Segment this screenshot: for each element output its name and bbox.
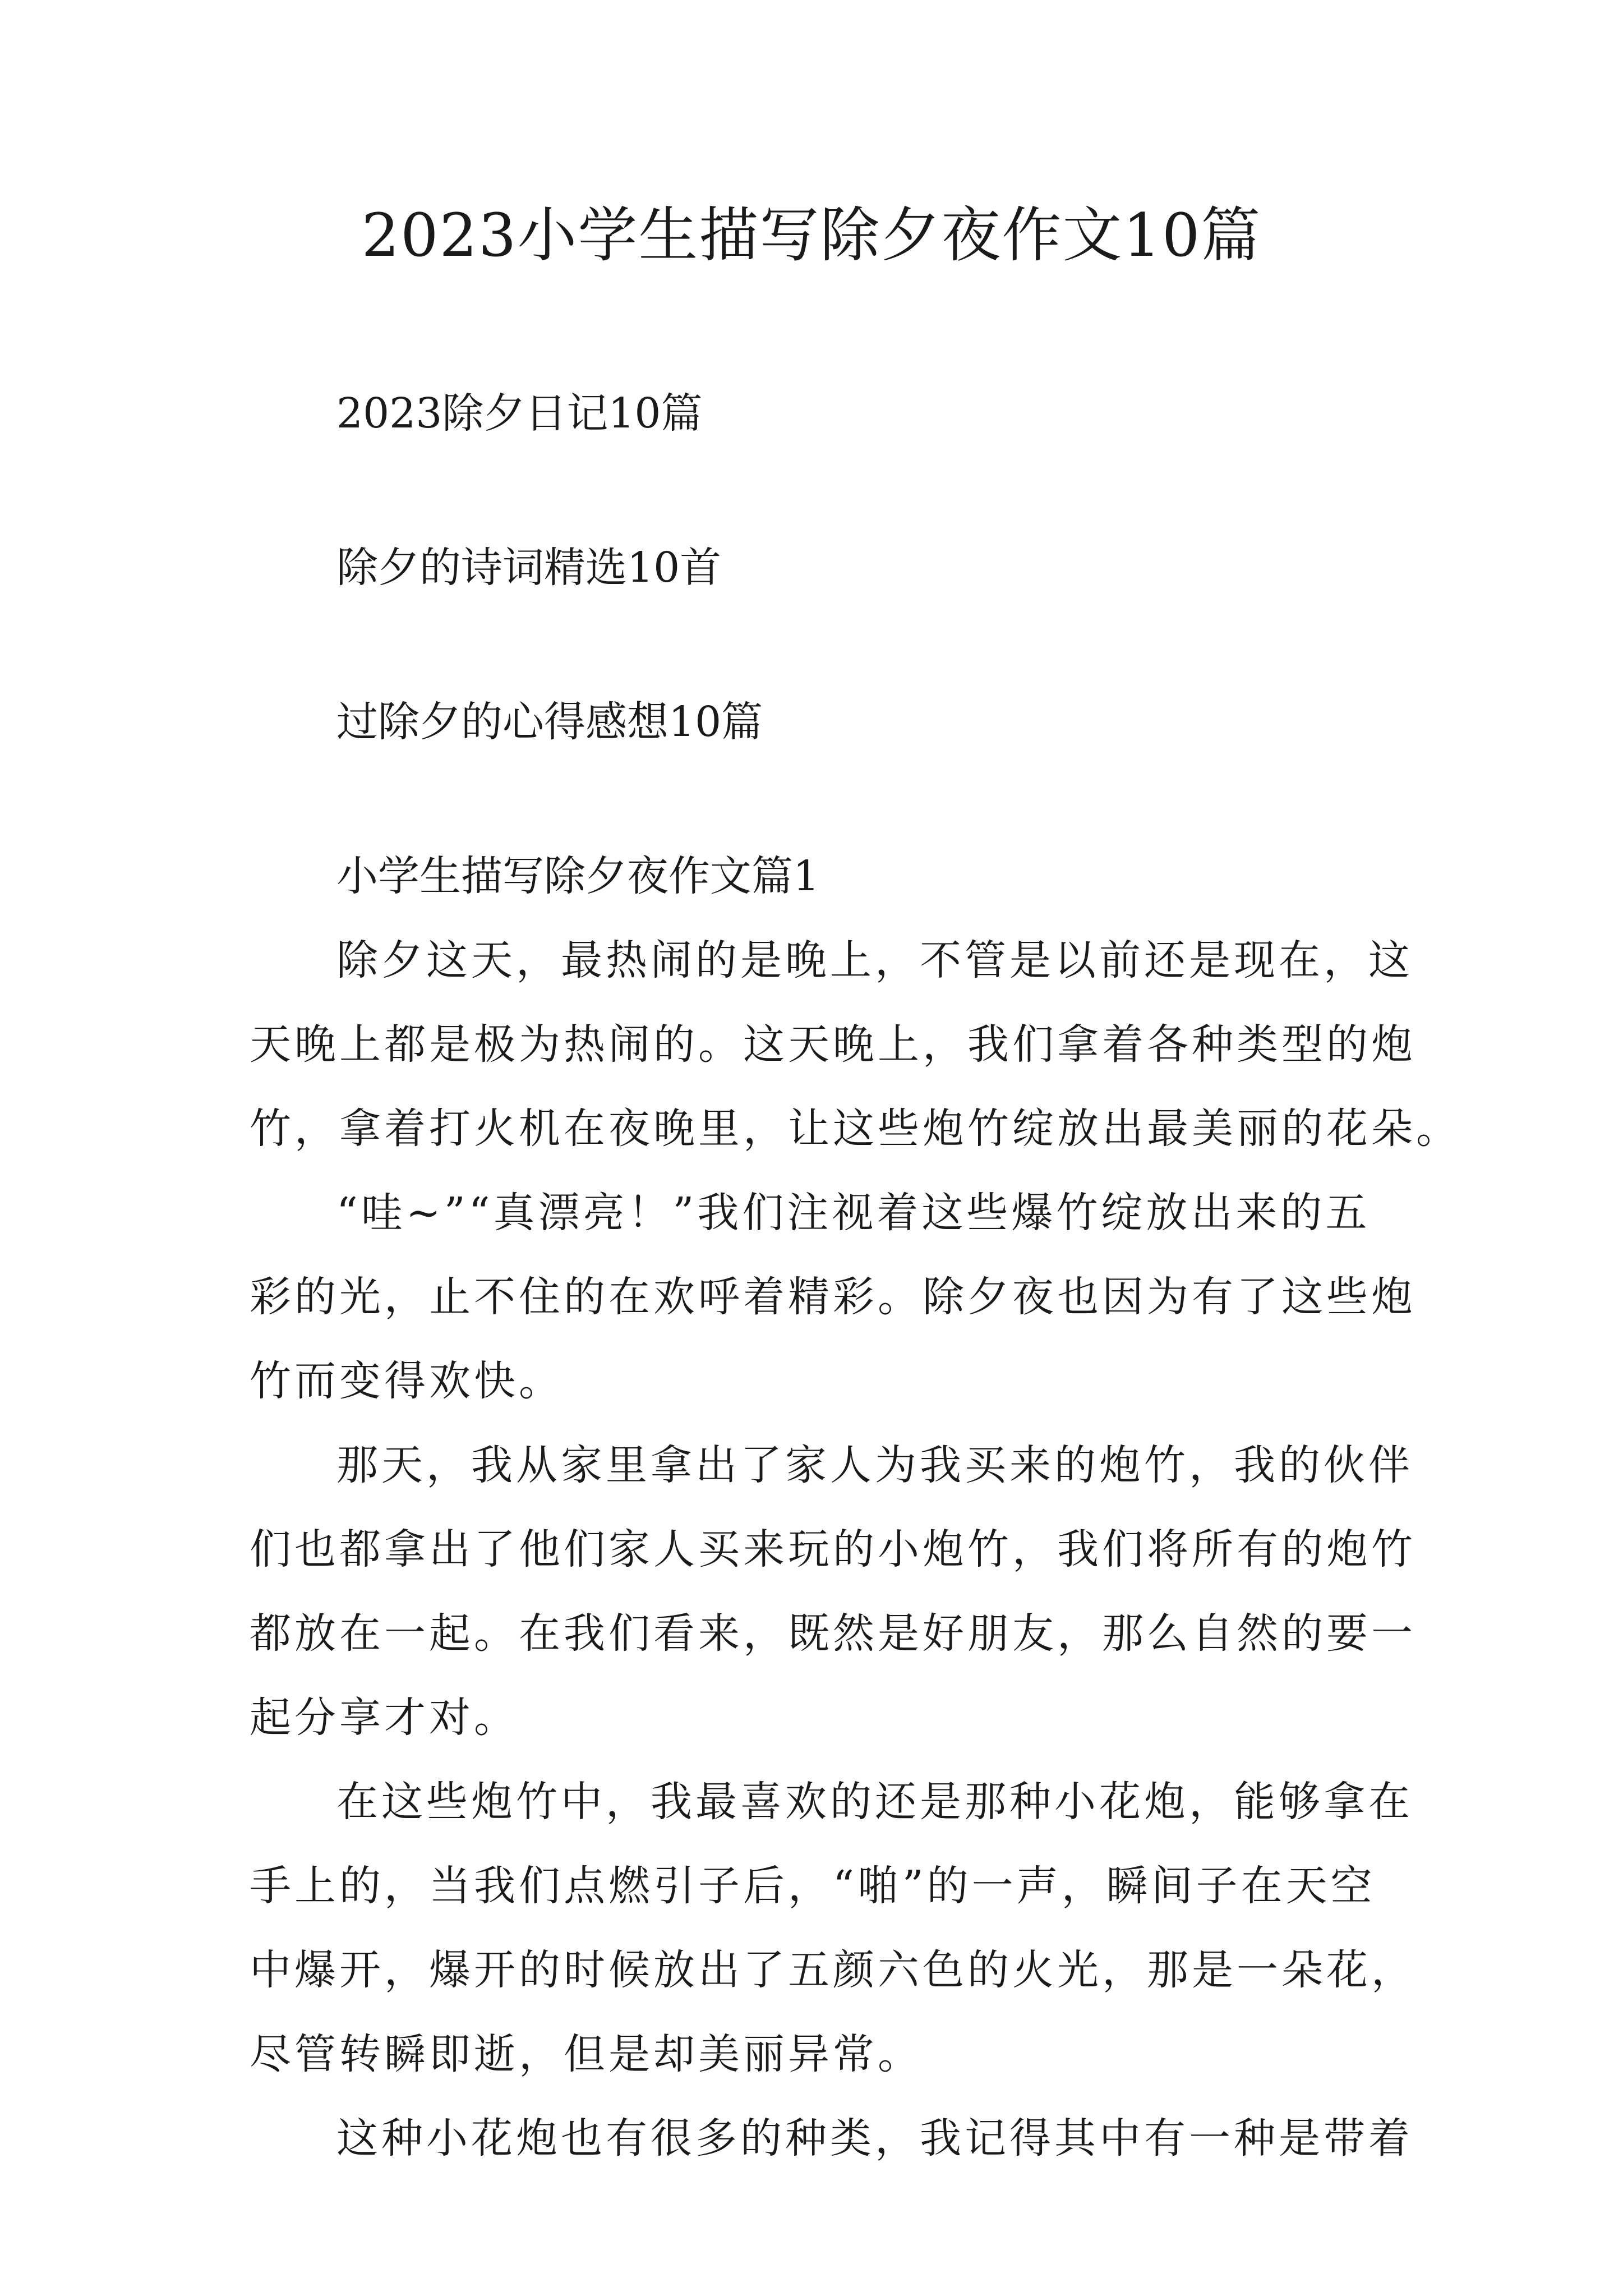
section-heading: 小学生描写除夕夜作文篇1 xyxy=(336,852,820,900)
related-link-diary[interactable]: 2023除夕日记10篇 xyxy=(336,389,703,438)
paragraph-line: 竹而变得欢快。 xyxy=(250,1357,564,1405)
document-title: 2023小学生描写除夕夜作文10篇 xyxy=(361,201,1262,270)
related-link-reflections[interactable]: 过除夕的心得感想10篇 xyxy=(336,698,763,746)
paragraph-line: “哇~”“真漂亮！”我们注视着这些爆竹绽放出来的五 xyxy=(336,1189,1371,1237)
related-link-poems[interactable]: 除夕的诗词精选10首 xyxy=(336,544,722,592)
paragraph-line: 在这些炮竹中，我最喜欢的还是那种小花炮，能够拿在 xyxy=(336,1778,1413,1826)
paragraph-line: 中爆开，爆开的时候放出了五颜六色的火光，那是一朵花， xyxy=(250,1946,1416,1994)
paragraph-line: 彩的光，止不住的在欢呼着精彩。除夕夜也因为有了这些炮 xyxy=(250,1273,1416,1321)
paragraph-line: 竹，拿着打火机在夜晚里，让这些炮竹绽放出最美丽的花朵。 xyxy=(250,1105,1461,1153)
paragraph-line: 那天，我从家里拿出了家人为我买来的炮竹，我的伙伴 xyxy=(336,1441,1413,1489)
paragraph-line: 们也都拿出了他们家人买来玩的小炮竹，我们将所有的炮竹 xyxy=(250,1525,1416,1573)
paragraph-line: 都放在一起。在我们看来，既然是好朋友，那么自然的要一 xyxy=(250,1609,1416,1658)
paragraph-line: 除夕这天，最热闹的是晚上，不管是以前还是现在，这 xyxy=(336,936,1413,984)
paragraph-line: 尽管转瞬即逝，但是却美丽异常。 xyxy=(250,2030,923,2078)
paragraph-line: 手上的，当我们点燃引子后，“啪”的一声，瞬间子在天空 xyxy=(250,1862,1376,1910)
paragraph-line: 天晚上都是极为热闹的。这天晚上，我们拿着各种类型的炮 xyxy=(250,1020,1416,1069)
paragraph-line: 起分享才对。 xyxy=(250,1694,519,1742)
paragraph-line: 这种小花炮也有很多的种类，我记得其中有一种是带着 xyxy=(336,2114,1413,2162)
